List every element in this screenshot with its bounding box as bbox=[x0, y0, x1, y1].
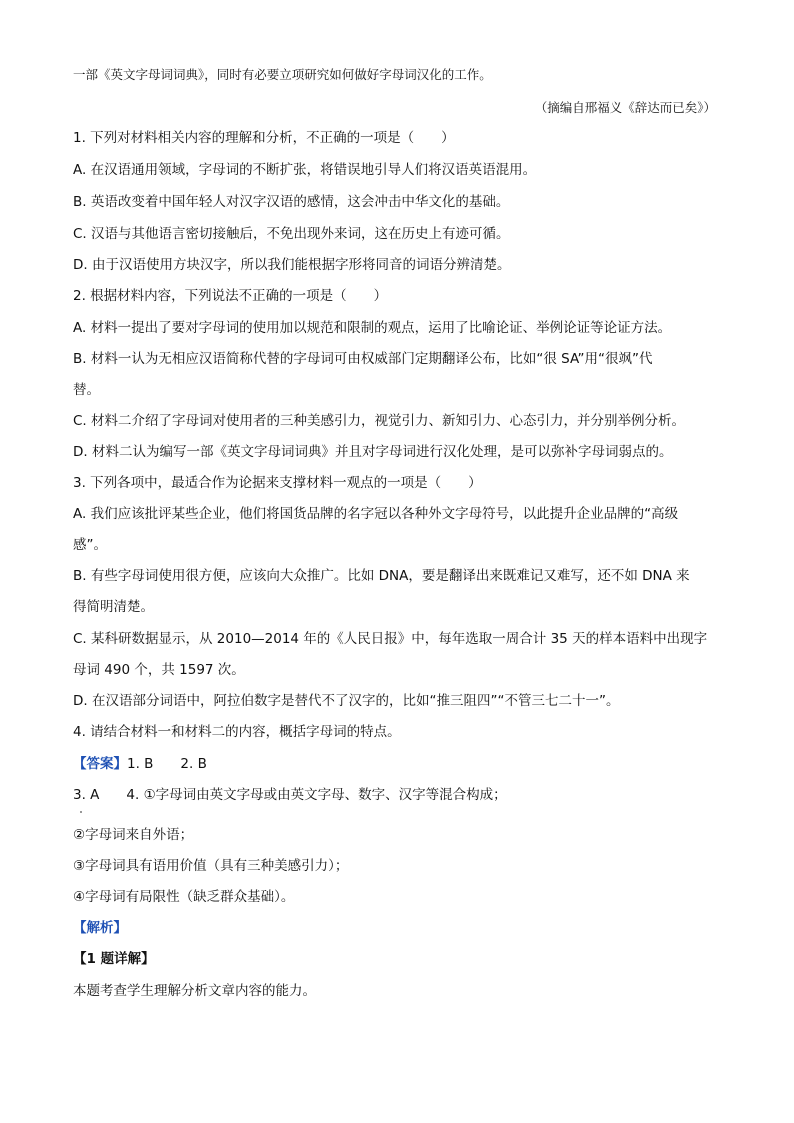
intro-line: 一部《英文字母词词典》，同时有必要立项研究如何做好字母词汉化的工作。 bbox=[73, 67, 492, 82]
analysis-tag: 【解析】 bbox=[73, 920, 127, 936]
q2-option-a: A. 材料一提出了要对字母词的使用加以规范和限制的观点，运用了比喻论证、举例论证等论证方法。 bbox=[73, 320, 672, 336]
q2-option-d: D. 材料二认为编写一部《英文字母词词典》并且对字母词进行汉化处理，是可以弥补字母词弱点的。 bbox=[73, 444, 673, 460]
q4-stem: 4. 请结合材料一和材料二的内容，概括字母词的特点。 bbox=[73, 724, 401, 740]
answer-tag: 【答案】 bbox=[73, 756, 127, 772]
answer-point-2: ②字母词来自外语； bbox=[73, 827, 194, 843]
answer-line1: 1. B 2. B bbox=[127, 756, 207, 772]
q1-option-d: D. 由于汉语使用方块汉字，所以我们能根据字形将同音的词语分辨清楚。 bbox=[73, 257, 511, 273]
analysis-subheading: 【1 题详解】 bbox=[73, 951, 155, 967]
q2-option-b-line1: B. 材料一认为无相应汉语简称代替的字母词可由权威部门定期翻译公布，比如“很 SA”用“很飒”代 bbox=[73, 351, 653, 367]
q1-stem: 1. 下列对材料相关内容的理解和分析，不正确的一项是（ ） bbox=[73, 130, 455, 146]
q2-option-c: C. 材料二介绍了字母词对使用者的三种美感引力，视觉引力、新知引力、心态引力，并分别举例分析。 bbox=[73, 413, 686, 429]
answer-row bbox=[73, 755, 207, 773]
q2-option-b-line2: 替。 bbox=[73, 382, 100, 398]
stray-dot bbox=[80, 811, 82, 813]
q3-option-c-line1: C. 某科研数据显示，从 2010—2014 年的《人民日报》中，每年选取一周合计 35 天的样本语料中出现字 bbox=[73, 631, 708, 647]
q3-option-a-line2: 感”。 bbox=[73, 537, 107, 553]
answer-point-4: ④字母词有局限性（缺乏群众基础）。 bbox=[73, 889, 295, 905]
q1-option-b: B. 英语改变着中国年轻人对汉字汉语的感情，这会冲击中华文化的基础。 bbox=[73, 194, 510, 210]
answer-line2: 3. A 4. ①字母词由英文字母或由英文字母、数字、汉字等混合构成； bbox=[73, 787, 507, 803]
answer-point-3: ③字母词具有语用价值（具有三种美感引力）； bbox=[73, 858, 349, 874]
q3-option-b-line2: 得简明清楚。 bbox=[73, 599, 154, 615]
source-citation: （摘编自邢福义《辞达而已矣》） bbox=[534, 100, 716, 115]
q3-option-c-line2: 母词 490 个，共 1597 次。 bbox=[73, 662, 245, 678]
q3-option-b-line1: B. 有些字母词使用很方便，应该向大众推广。比如 DNA，要是翻译出来既难记又难写，还不如 DNA 来 bbox=[73, 568, 690, 584]
q3-option-d: D. 在汉语部分词语中，阿拉伯数字是替代不了汉字的，比如“推三阻四”“不管三七二十一”。 bbox=[73, 693, 620, 709]
q1-option-c: C. 汉语与其他语言密切接触后，不免出现外来词，这在历史上有迹可循。 bbox=[73, 226, 510, 242]
q3-option-a-line1: A. 我们应该批评某些企业，他们将国货品牌的名字冠以各种外文字母符号，以此提升企业品牌的“高级 bbox=[73, 506, 679, 522]
q2-stem: 2. 根据材料内容，下列说法不正确的一项是（ ） bbox=[73, 288, 388, 304]
q1-option-a: A. 在汉语通用领域，字母词的不断扩张，将错误地引导人们将汉语英语混用。 bbox=[73, 162, 537, 178]
analysis-body: 本题考查学生理解分析文章内容的能力。 bbox=[73, 983, 316, 999]
q3-stem: 3. 下列各项中，最适合作为论据来支撑材料一观点的一项是（ ） bbox=[73, 475, 482, 491]
